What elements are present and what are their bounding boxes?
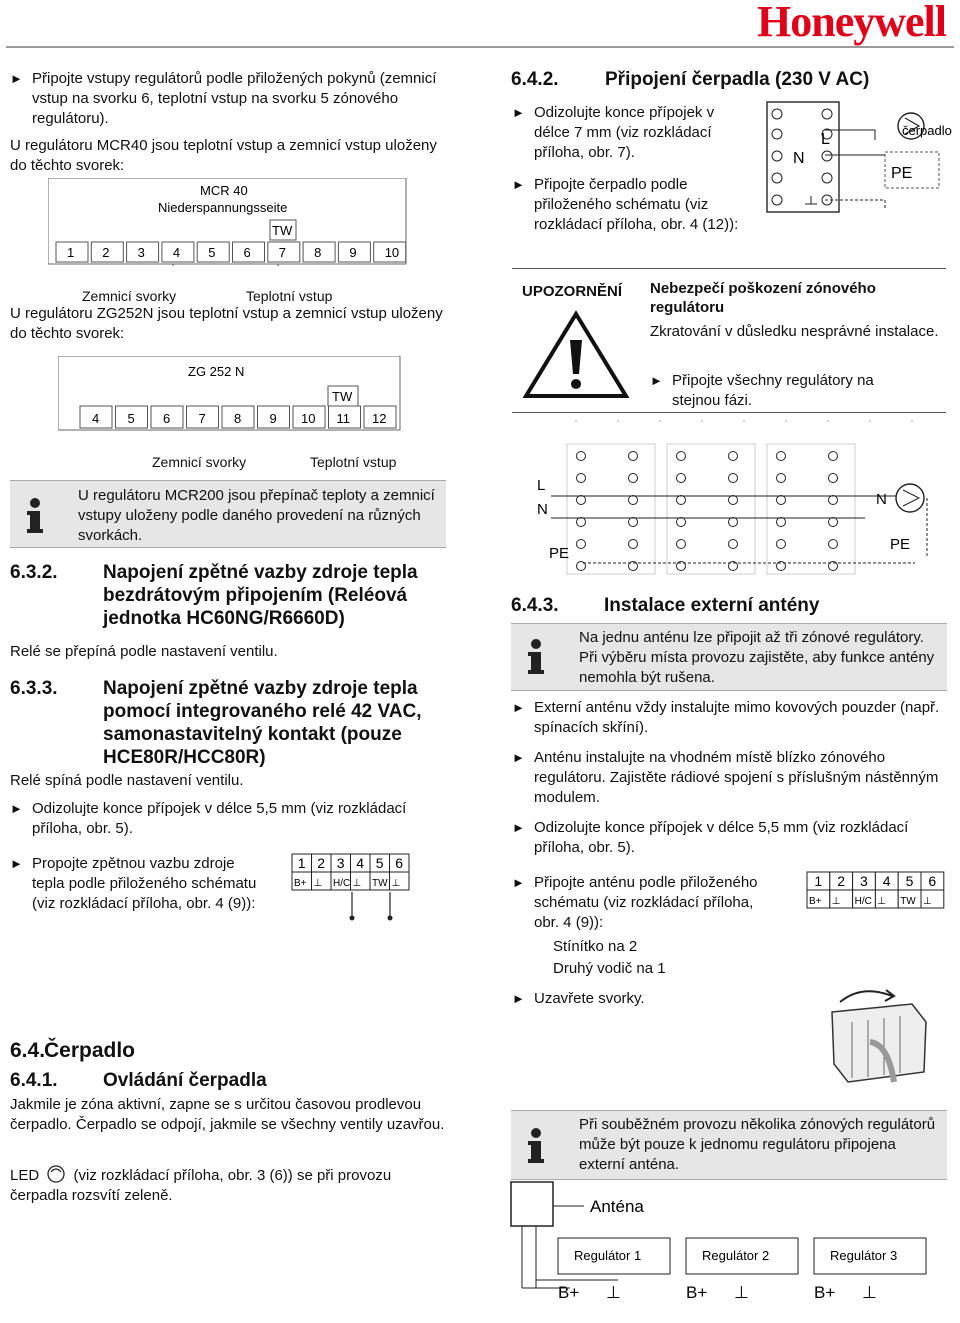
warning-triangle-icon [522, 310, 630, 400]
left-bullet-connect: ► Propojte zpětnou vazbu zdroje tepla podle přiloženého schématu (viz rozkládací příloha, obr. 4 (9)): [10, 854, 260, 914]
info-antenna-text: Na jednu anténu lze připojit až tři zónové regulátory. Při výběru místa provozu zajistěte, aby funkce antény nemohla být rušena. [579, 629, 935, 686]
terminal-number: 2 [317, 855, 326, 871]
section-632-num: 6.3.2. [10, 562, 58, 583]
wiring-screw [777, 474, 786, 483]
wiring-N-pump: N [876, 491, 887, 508]
zg252-terminal-num: 4 [92, 411, 100, 426]
wiring-screw [729, 496, 738, 505]
led-description: (viz rozkládací příloha, obr. 3 (6)) se při provozu čerpadla rozsvítí zeleně. [10, 1167, 392, 1204]
mcr40-terminal-num: 10 [384, 245, 400, 260]
section-633-title: Napojení zpětné vazby zdroje tepla pomocí integrovaného relé 42 VAC, samonastavitelný kontakt (pouze HCE80R/HCC80R) [103, 678, 422, 768]
terminal-number: 5 [905, 873, 914, 889]
warning-title: Nebezpečí poškození zónového regulátoru [650, 280, 876, 316]
section-632-text: Relé se přepíná podle nastavení ventilu. [10, 643, 278, 660]
section-641-title: Ovládání čerpadla [103, 1070, 267, 1091]
mcr40-label-ground: Zemnicí svorky [82, 288, 177, 304]
info-multiple-text: Při souběžném provozu několika zónových regulátorů může být pouze k jednomu regulátoru připojena externí anténa. [579, 1116, 936, 1173]
wiring-screw [629, 540, 638, 549]
wiring-screw [577, 474, 586, 483]
wiring-screw [577, 496, 586, 505]
mcr40-terminal-num: 7 [278, 245, 287, 260]
antenna-regulator-ground: ⊥ [862, 1283, 877, 1302]
terminal-number: 1 [297, 855, 306, 871]
right-bullet-close: ► Uzavřete svorky. [512, 989, 645, 1009]
zg252-terminal-num: 8 [234, 411, 242, 426]
mcr40-terminal-diagram [48, 178, 408, 266]
header-rule [6, 46, 954, 48]
warning-label: UPOZORNĚNÍ [522, 283, 623, 300]
wiring-screw [829, 496, 838, 505]
terminal-label: B+ [809, 896, 822, 907]
mcr40-terminal-num: 9 [349, 245, 357, 260]
led-text [10, 1162, 450, 1206]
pump-screw [822, 151, 832, 161]
section-643-title: Instalace externí antény [604, 595, 820, 616]
terminal-label: TW [900, 896, 916, 907]
pump-screw [822, 173, 832, 183]
right-bullet-place: ► Anténu instalujte na vhodném místě blízko zónového regulátoru. Zajistěte rádiové spojení s příslušným nástěnným modulem. [512, 748, 947, 808]
section-633-num: 6.3.3. [10, 678, 58, 699]
section-632-title: Napojení zpětné vazby zdroje tepla bezdrátovým připojením (Reléová jednotka HC60NG/R6660D) [103, 562, 418, 629]
wiring-screw [677, 496, 686, 505]
warning-text: Zkratování v důsledku nesprávné instalace. [650, 323, 939, 340]
terminal-number: 3 [336, 855, 345, 871]
wiring-screw [729, 452, 738, 461]
terminal-label: ⊥ [313, 878, 323, 889]
info-icon [523, 1125, 549, 1165]
terminal-label: ⊥ [923, 896, 932, 907]
wiring-N: N [537, 501, 548, 518]
zg252-terminal-diagram [58, 356, 402, 432]
mcr40-tw: TW [272, 223, 293, 238]
wiring-screw [777, 540, 786, 549]
wiring-screw [829, 540, 838, 549]
left-terminal-6-diagram [290, 852, 414, 922]
connector-illustration [822, 982, 938, 1088]
left-bullet-strip: ► Odizolujte konce přípojek v délce 5,5 mm (viz rozkládací příloha, obr. 5). [10, 799, 450, 839]
section-64-num: 6.4. [10, 1039, 46, 1062]
pump-screw [772, 109, 782, 119]
multi-regulator-wiring-diagram [535, 418, 947, 580]
pump-screw [772, 129, 782, 139]
mcr40-terminal-num: 2 [102, 245, 110, 260]
antenna-regulator-ground: ⊥ [734, 1283, 749, 1302]
pump-terminal-L: L [821, 131, 830, 148]
terminal-number: 4 [356, 855, 365, 871]
wiring-screw [577, 540, 586, 549]
antenna-regulator-bplus: B+ [814, 1283, 836, 1302]
wiring-screw [629, 452, 638, 461]
antenna-shield-note: Stínítko na 2 [553, 938, 638, 955]
terminal-number: 3 [860, 873, 868, 889]
right-bullet-strip: ► Odizolujte konce přípojek v délce 7 mm (viz rozkládací příloha, obr. 7). [512, 103, 747, 163]
zg252-tw: TW [332, 389, 353, 404]
right-terminal-6-diagram [805, 870, 947, 918]
right-bullet-antenna: ► Připojte anténu podle přiloženého schématu (viz rozkládací příloha, obr. 4 (9)): [512, 873, 782, 933]
terminal-number: 6 [928, 873, 937, 889]
antenna-label: Anténa [590, 1197, 644, 1216]
zg252-terminal-num: 12 [372, 411, 387, 426]
antenna-box [511, 1182, 553, 1226]
wiring-screw [577, 518, 586, 527]
regulator-block [567, 444, 655, 574]
left-bullet-1: ► Připojte vstupy regulátorů podle přiložených pokynů (zemnicí vstup na svorku 6, teplotní vstup na svorku 5 zónového regulátoru). [10, 69, 450, 129]
left-para-mcr40: U regulátoru MCR40 jsou teplotní vstup a zemnicí vstup uloženy do těchto svorek: [10, 137, 437, 174]
zg252-label-temp: Teplotní vstup [310, 454, 397, 470]
pump-screw [772, 151, 782, 161]
mcr40-terminal-num: 1 [67, 245, 75, 260]
wiring-PE-pump: PE [890, 536, 911, 553]
terminal-label: ⊥ [877, 896, 887, 907]
wiring-screw [629, 518, 638, 527]
section-641-text: Jakmile je zóna aktivní, zapne se s určitou časovou prodlevou čerpadlo. Čerpadlo se odpojí, jakmile se všechny ventily uzavřou. [10, 1096, 445, 1133]
section-64-title: Čerpadlo [44, 1039, 136, 1062]
pump-screw [772, 173, 782, 183]
info-box-mcr200 [10, 480, 446, 548]
terminal-number: 2 [837, 873, 845, 889]
pump-terminal-PE: PE [891, 165, 913, 182]
section-642-title: Připojení čerpadla (230 V AC) [605, 69, 870, 90]
antenna-wiring-diagram [508, 1180, 948, 1310]
info-mcr200-text: U regulátoru MCR200 jsou přepínač teploty a zemnicí vstupy uloženy podle daného provedení na různých svorkách. [78, 487, 435, 544]
wiring-screw [677, 518, 686, 527]
wiring-screw [777, 452, 786, 461]
zg252-terminal-num: 5 [127, 411, 135, 426]
led-icon [43, 1162, 69, 1184]
zg252-terminal-num: 6 [163, 411, 171, 426]
mcr40-subtitle: Niederspannungsseite [158, 200, 288, 215]
pump-connection-diagram [765, 100, 960, 218]
wiring-screw [629, 474, 638, 483]
wiring-screw [829, 452, 838, 461]
mcr40-title: MCR 40 [200, 183, 248, 198]
terminal-label: TW [372, 878, 388, 889]
info-icon [22, 495, 48, 535]
zg252-terminal-num: 7 [198, 411, 206, 426]
warning-bottom-rule [512, 412, 946, 413]
right-bullet-metal: ► Externí anténu vždy instalujte mimo kovových pouzder (např. spínacích skříní). [512, 698, 947, 738]
wiring-screw [729, 518, 738, 527]
wiring-screw [729, 474, 738, 483]
terminal-label: H/C [854, 896, 872, 907]
info-box-multiple [511, 1110, 947, 1180]
info-box-antenna [511, 623, 947, 691]
warning-bullet: ► Připojte všechny regulátory na stejnou fázi. [650, 371, 910, 411]
wiring-screw [729, 540, 738, 549]
mcr40-terminal-num: 4 [172, 245, 181, 260]
pump-terminal-N: N [793, 150, 805, 167]
section-633-text: Relé spíná podle nastavení ventilu. [10, 772, 244, 789]
info-icon [523, 636, 549, 676]
regulator-block [767, 444, 855, 574]
wiring-screw [677, 452, 686, 461]
terminal-label: ⊥ [391, 878, 401, 889]
antenna-regulator-name: Regulátor 1 [574, 1248, 642, 1263]
wiring-screw [829, 518, 838, 527]
wiring-screw [629, 496, 638, 505]
terminal-label: H/C [333, 878, 351, 889]
warning-top-rule [512, 268, 946, 269]
zg252-terminal-num: 11 [336, 411, 350, 426]
wiring-screw [677, 474, 686, 483]
brand-logo: Honeywell [757, 0, 946, 46]
regulator-block [667, 444, 755, 574]
wiring-screw [777, 518, 786, 527]
pump-label: čerpadlo [902, 123, 952, 138]
wiring-PE: PE [549, 545, 570, 562]
mcr40-terminal-num: 6 [243, 245, 251, 260]
pump-screw [822, 109, 832, 119]
led-label: LED [10, 1167, 40, 1184]
zg252-label-ground: Zemnicí svorky [152, 454, 247, 470]
mcr40-label-temp: Teplotní vstup [246, 288, 333, 304]
wiring-screw [777, 496, 786, 505]
antenna-regulator-bplus: B+ [686, 1283, 708, 1302]
right-bullet-pump: ► Připojte čerpadlo podle přiloženého schématu (viz rozkládací příloha, obr. 4 (12)): [512, 175, 747, 235]
zg252-terminal-num: 10 [301, 411, 316, 426]
mcr40-terminal-num: 3 [137, 245, 145, 260]
section-641-num: 6.4.1. [10, 1070, 58, 1091]
terminal-number: 6 [395, 855, 404, 871]
antenna-regulator-name: Regulátor 2 [702, 1248, 770, 1263]
left-para-zg252: U regulátoru ZG252N jsou teplotní vstup a zemnicí vstup uloženy do těchto svorek: [10, 305, 443, 342]
section-642-num: 6.4.2. [511, 69, 559, 90]
mcr40-terminal-num: 5 [208, 245, 216, 260]
terminal-number: 1 [814, 873, 823, 889]
mcr40-terminal-num: 8 [314, 245, 322, 260]
wiring-screw [577, 452, 586, 461]
wiring-L: L [537, 477, 546, 494]
terminal-label: ⊥ [831, 896, 841, 907]
terminal-number: 4 [882, 873, 891, 889]
antenna-regulator-bplus: B+ [558, 1283, 580, 1302]
terminal-label: B+ [294, 878, 307, 889]
zg252-title: ZG 252 N [188, 364, 245, 379]
wiring-screw [677, 540, 686, 549]
antenna-regulator-name: Regulátor 3 [830, 1248, 898, 1263]
terminal-label: ⊥ [352, 878, 362, 889]
pump-screw [772, 195, 782, 205]
right-bullet-strip-2: ► Odizolujte konce přípojek v délce 5,5 mm (viz rozkládací příloha, obr. 5). [512, 818, 947, 858]
terminal-number: 5 [375, 855, 384, 871]
antenna-regulator-ground: ⊥ [606, 1283, 621, 1302]
antenna-wire-note: Druhý vodič na 1 [553, 960, 666, 977]
wiring-screw [829, 474, 838, 483]
zg252-terminal-num: 9 [269, 411, 277, 426]
section-643-num: 6.4.3. [511, 595, 559, 616]
